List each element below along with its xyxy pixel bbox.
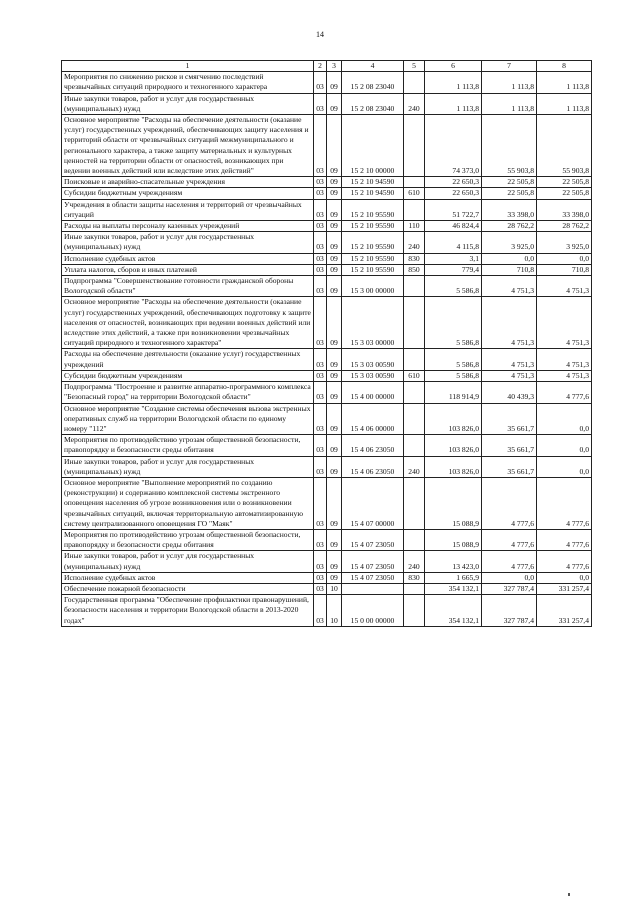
table-row [62, 456, 592, 477]
cell-c8: 0,0 [537, 403, 592, 435]
cell-name: Субсидии бюджетным учреждениям [62, 188, 314, 199]
cell-c8: 1 113,8 [537, 93, 592, 114]
cell-c8: 22 505,8 [537, 188, 592, 199]
table-header-row [62, 61, 592, 72]
cell-c8: 33 398,0 [537, 199, 592, 220]
cell-c2: 03 [314, 403, 327, 435]
cell-c7: 55 903,8 [482, 115, 537, 177]
cell-c7: 710,8 [482, 264, 537, 275]
cell-c5: 110 [404, 221, 425, 232]
cell-c4: 15 2 10 00000 [342, 115, 404, 177]
cell-c2: 03 [314, 551, 327, 572]
cell-c4: 15 2 10 95590 [342, 221, 404, 232]
table-row [62, 477, 592, 529]
cell-c3: 09 [327, 93, 342, 114]
cell-c2: 03 [314, 435, 327, 456]
cell-c7: 22 505,8 [482, 188, 537, 199]
cell-c6: 779,4 [425, 264, 482, 275]
cell-c6: 15 088,9 [425, 477, 482, 529]
cell-c4 [342, 583, 404, 594]
cell-name: Основное мероприятие "Выполнение мероприятий по созданию (реконструкции) и содержанию комплексной системы экстренного оповещения населения об угрозе возникновения или о возникновении чрезвычайных ситуаций, включая территориальную автоматизированную систему централизованного оповещения ГО "Маяк" [62, 477, 314, 529]
cell-c4: 15 4 07 23050 [342, 529, 404, 550]
cell-name: Уплата налогов, сборов и иных платежей [62, 264, 314, 275]
table-row [62, 382, 592, 403]
cell-c3: 09 [327, 572, 342, 583]
table-row [62, 595, 592, 627]
cell-name: Подпрограмма "Совершенствование готовности гражданской обороны Вологодской области" [62, 276, 314, 297]
cell-c5 [404, 595, 425, 627]
cell-c5 [404, 477, 425, 529]
cell-c7: 1 113,8 [482, 72, 537, 93]
cell-c2: 03 [314, 93, 327, 114]
cell-c4: 15 4 07 23050 [342, 551, 404, 572]
cell-c7: 4 777,6 [482, 477, 537, 529]
cell-c6: 354 132,1 [425, 583, 482, 594]
cell-c4: 15 2 10 95590 [342, 232, 404, 253]
cell-c6: 13 423,0 [425, 551, 482, 572]
cell-c5: 240 [404, 456, 425, 477]
cell-c3: 09 [327, 477, 342, 529]
cell-c3: 09 [327, 435, 342, 456]
table-row [62, 370, 592, 381]
cell-c5 [404, 177, 425, 188]
cell-c2: 03 [314, 115, 327, 177]
cell-c4: 15 3 00 00000 [342, 276, 404, 297]
cell-c8: 0,0 [537, 435, 592, 456]
table-row [62, 276, 592, 297]
header-cell: 2 [314, 61, 327, 72]
table-row [62, 403, 592, 435]
cell-c6: 5 586,8 [425, 297, 482, 349]
cell-c3: 09 [327, 456, 342, 477]
cell-c8: 4 751,3 [537, 276, 592, 297]
cell-c5 [404, 72, 425, 93]
cell-name: Мероприятия по противодействию угрозам общественной безопасности, правопорядку и безопасности среды обитания [62, 435, 314, 456]
cell-c7: 35 661,7 [482, 435, 537, 456]
cell-c4: 15 4 06 23050 [342, 435, 404, 456]
cell-c6: 51 722,7 [425, 199, 482, 220]
cell-name: Основное мероприятие "Расходы на обеспечение деятельности (оказание услуг) государственных учреждений, обеспечивающих защиту населения и территорий области от чрезвычайных ситуаций межмуниципального и регионального характера, а также защиту материальных и культурных ценностей на территории области от опасностей, возникающих при ведении военных действий или вследствие этих действий" [62, 115, 314, 177]
cell-name: Исполнение судебных актов [62, 572, 314, 583]
cell-name: Иные закупки товаров, работ и услуг для государственных (муниципальных) нужд [62, 456, 314, 477]
cell-c2: 03 [314, 221, 327, 232]
cell-c4: 15 2 08 23040 [342, 72, 404, 93]
cell-c7: 327 787,4 [482, 583, 537, 594]
cell-c5: 240 [404, 232, 425, 253]
table-row [62, 529, 592, 550]
cell-c7: 35 661,7 [482, 456, 537, 477]
page-number: 14 [316, 30, 324, 39]
cell-c3: 09 [327, 115, 342, 177]
cell-c8: 4 751,3 [537, 297, 592, 349]
cell-c2: 03 [314, 232, 327, 253]
cell-c2: 03 [314, 177, 327, 188]
cell-c3: 09 [327, 72, 342, 93]
cell-c5: 850 [404, 264, 425, 275]
cell-c6: 118 914,9 [425, 382, 482, 403]
cell-c4: 15 4 07 00000 [342, 477, 404, 529]
cell-c6: 5 586,8 [425, 370, 482, 381]
cell-c5: 240 [404, 551, 425, 572]
cell-name: Государственная программа "Обеспечение профилактики правонарушений, безопасности населения и территории Вологодской области в 2013-2020 годах" [62, 595, 314, 627]
cell-c5 [404, 199, 425, 220]
cell-c6: 103 826,0 [425, 435, 482, 456]
cell-c4: 15 2 10 95590 [342, 253, 404, 264]
cell-c3: 09 [327, 276, 342, 297]
cell-c6: 5 586,8 [425, 349, 482, 370]
cell-c8: 331 257,4 [537, 595, 592, 627]
cell-c8: 4 751,3 [537, 370, 592, 381]
cell-c5: 240 [404, 93, 425, 114]
cell-name: Поисковые и аварийно-спасательные учреждения [62, 177, 314, 188]
cell-name: Основное мероприятие "Создание системы обеспечения вызова экстренных оперативных служб на территории Вологодской области по единому номеру "112" [62, 403, 314, 435]
table-row [62, 583, 592, 594]
cell-c3: 09 [327, 297, 342, 349]
cell-c7: 0,0 [482, 572, 537, 583]
cell-c8: 4 777,6 [537, 382, 592, 403]
table-body [62, 72, 592, 627]
table-row [62, 115, 592, 177]
cell-c2: 03 [314, 583, 327, 594]
cell-c8: 22 505,8 [537, 177, 592, 188]
cell-c3: 09 [327, 370, 342, 381]
cell-c8: 331 257,4 [537, 583, 592, 594]
cell-c3: 09 [327, 177, 342, 188]
cell-c5: 830 [404, 572, 425, 583]
cell-name: Иные закупки товаров, работ и услуг для государственных (муниципальных) нужд [62, 232, 314, 253]
cell-c5 [404, 382, 425, 403]
cell-c2: 03 [314, 456, 327, 477]
cell-name: Иные закупки товаров, работ и услуг для государственных (муниципальных) нужд [62, 93, 314, 114]
cell-c6: 5 586,8 [425, 276, 482, 297]
cell-c3: 09 [327, 551, 342, 572]
cell-c4: 15 3 03 00590 [342, 349, 404, 370]
cell-c4: 15 4 07 23050 [342, 572, 404, 583]
cell-c4: 15 2 10 95590 [342, 264, 404, 275]
cell-c5 [404, 583, 425, 594]
cell-name: Основное мероприятие "Расходы на обеспечение деятельности (оказание услуг) государственных учреждений, обеспечивающих подготовку к защите населения от опасностей, возникающих при ведении военных действий или вследствие этих действий, а также при возникновении чрезвычайных ситуаций природного и техногенного характера" [62, 297, 314, 349]
cell-c7: 22 505,8 [482, 177, 537, 188]
cell-c5 [404, 349, 425, 370]
cell-c4: 15 4 06 00000 [342, 403, 404, 435]
cell-c5 [404, 403, 425, 435]
table-row [62, 188, 592, 199]
cell-c5 [404, 529, 425, 550]
table-row [62, 221, 592, 232]
cell-c4: 15 3 03 00590 [342, 370, 404, 381]
header-cell: 8 [537, 61, 592, 72]
cell-c3: 09 [327, 529, 342, 550]
table-row [62, 199, 592, 220]
cell-c8: 0,0 [537, 572, 592, 583]
table-row [62, 349, 592, 370]
cell-c2: 03 [314, 572, 327, 583]
cell-c8: 3 925,0 [537, 232, 592, 253]
table-row [62, 572, 592, 583]
cell-c2: 03 [314, 188, 327, 199]
cell-c8: 55 903,8 [537, 115, 592, 177]
cell-c4: 15 2 10 95590 [342, 199, 404, 220]
cell-c8: 4 777,6 [537, 551, 592, 572]
cell-c4: 15 0 00 00000 [342, 595, 404, 627]
table-row [62, 72, 592, 93]
cell-name: Подпрограмма "Построение и развитие аппаратно-программного комплекса "Безопасный город" на территории Вологодской области" [62, 382, 314, 403]
cell-c2: 03 [314, 297, 327, 349]
cell-c6: 1 113,8 [425, 93, 482, 114]
cell-c6: 354 132,1 [425, 595, 482, 627]
cell-name: Исполнение судебных актов [62, 253, 314, 264]
cell-c5 [404, 435, 425, 456]
cell-c7: 1 113,8 [482, 93, 537, 114]
cell-c8: 1 113,8 [537, 72, 592, 93]
cell-c2: 03 [314, 529, 327, 550]
cell-c2: 03 [314, 595, 327, 627]
cell-name: Учреждения в области защиты населения и территорий от чрезвычайных ситуаций [62, 199, 314, 220]
cell-c3: 10 [327, 583, 342, 594]
cell-c4: 15 2 10 94590 [342, 177, 404, 188]
cell-c2: 03 [314, 382, 327, 403]
cell-c2: 03 [314, 199, 327, 220]
cell-c8: 4 777,6 [537, 477, 592, 529]
header-cell: 3 [327, 61, 342, 72]
cell-c6: 22 650,3 [425, 188, 482, 199]
cell-c7: 4 777,6 [482, 529, 537, 550]
cell-c4: 15 4 00 00000 [342, 382, 404, 403]
cell-c7: 4 777,6 [482, 551, 537, 572]
cell-c7: 4 751,3 [482, 297, 537, 349]
cell-c7: 327 787,4 [482, 595, 537, 627]
cell-c4: 15 2 10 94590 [342, 188, 404, 199]
cell-c3: 09 [327, 403, 342, 435]
budget-table [61, 60, 592, 627]
cell-c3: 09 [327, 232, 342, 253]
cell-c6: 22 650,3 [425, 177, 482, 188]
cell-c2: 03 [314, 370, 327, 381]
cell-c6: 15 088,9 [425, 529, 482, 550]
cell-c3: 09 [327, 382, 342, 403]
cell-c8: 4 751,3 [537, 349, 592, 370]
cell-c8: 4 777,6 [537, 529, 592, 550]
cell-c6: 46 824,4 [425, 221, 482, 232]
cell-c4: 15 2 08 23040 [342, 93, 404, 114]
header-cell: 6 [425, 61, 482, 72]
cell-c4: 15 4 06 23050 [342, 456, 404, 477]
cell-c5: 610 [404, 188, 425, 199]
cell-c8: 710,8 [537, 264, 592, 275]
cell-c5 [404, 276, 425, 297]
cell-c2: 03 [314, 477, 327, 529]
cell-c7: 3 925,0 [482, 232, 537, 253]
cell-c3: 09 [327, 349, 342, 370]
header-cell: 5 [404, 61, 425, 72]
table-row [62, 93, 592, 114]
cell-c7: 4 751,3 [482, 370, 537, 381]
cell-name: Иные закупки товаров, работ и услуг для государственных (муниципальных) нужд [62, 551, 314, 572]
header-cell: 4 [342, 61, 404, 72]
cell-c2: 03 [314, 264, 327, 275]
cell-c8: 28 762,2 [537, 221, 592, 232]
cell-c6: 4 115,8 [425, 232, 482, 253]
header-cell: 1 [62, 61, 314, 72]
cell-c6: 74 373,0 [425, 115, 482, 177]
cell-c7: 4 751,3 [482, 276, 537, 297]
cell-c3: 10 [327, 595, 342, 627]
corner-mark [568, 893, 570, 896]
cell-c8: 0,0 [537, 253, 592, 264]
table-row [62, 551, 592, 572]
cell-c3: 09 [327, 264, 342, 275]
cell-c7: 35 661,7 [482, 403, 537, 435]
table-row [62, 435, 592, 456]
cell-c2: 03 [314, 72, 327, 93]
cell-c7: 40 439,3 [482, 382, 537, 403]
cell-c2: 03 [314, 276, 327, 297]
cell-c5: 610 [404, 370, 425, 381]
table-row [62, 297, 592, 349]
header-cell: 7 [482, 61, 537, 72]
cell-c8: 0,0 [537, 456, 592, 477]
cell-c3: 09 [327, 221, 342, 232]
cell-name: Обеспечение пожарной безопасности [62, 583, 314, 594]
cell-c2: 03 [314, 253, 327, 264]
cell-c5 [404, 297, 425, 349]
cell-c7: 28 762,2 [482, 221, 537, 232]
table-row [62, 177, 592, 188]
cell-c2: 03 [314, 349, 327, 370]
cell-name: Расходы на выплаты персоналу казенных учреждений [62, 221, 314, 232]
cell-name: Мероприятия по снижению рисков и смягчению последствий чрезвычайных ситуаций природного и техногенного характера [62, 72, 314, 93]
cell-name: Мероприятия по противодействию угрозам общественной безопасности, правопорядку и безопасности среды обитания [62, 529, 314, 550]
table-row [62, 232, 592, 253]
cell-c3: 09 [327, 253, 342, 264]
cell-c3: 09 [327, 188, 342, 199]
table-row [62, 253, 592, 264]
cell-name: Субсидии бюджетным учреждениям [62, 370, 314, 381]
cell-c7: 4 751,3 [482, 349, 537, 370]
table-row [62, 264, 592, 275]
cell-c4: 15 3 03 00000 [342, 297, 404, 349]
cell-c6: 103 826,0 [425, 403, 482, 435]
cell-c6: 3,1 [425, 253, 482, 264]
cell-c6: 103 826,0 [425, 456, 482, 477]
cell-c5: 830 [404, 253, 425, 264]
cell-c7: 33 398,0 [482, 199, 537, 220]
cell-name: Расходы на обеспечение деятельности (оказание услуг) государственных учреждений [62, 349, 314, 370]
cell-c7: 0,0 [482, 253, 537, 264]
cell-c5 [404, 115, 425, 177]
cell-c3: 09 [327, 199, 342, 220]
cell-c6: 1 665,9 [425, 572, 482, 583]
cell-c6: 1 113,8 [425, 72, 482, 93]
